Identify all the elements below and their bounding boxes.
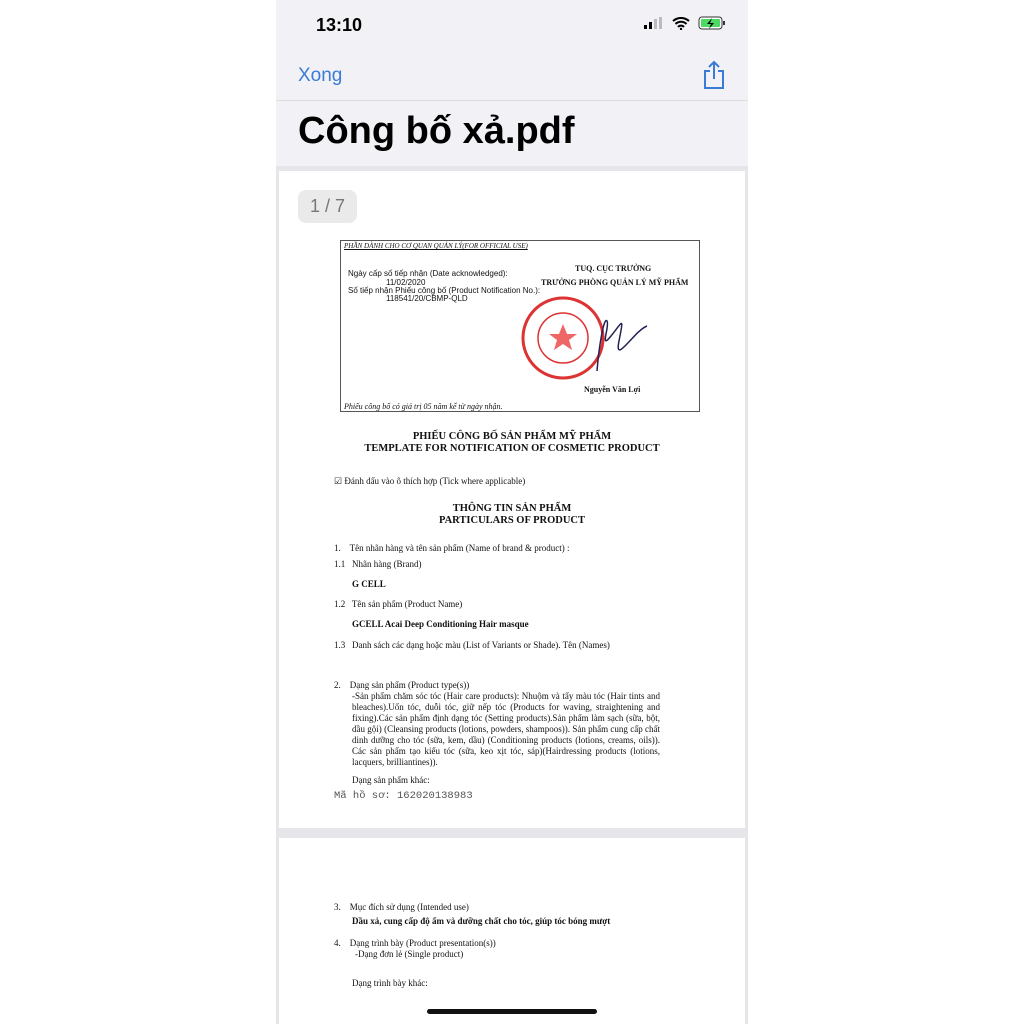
presentation-value: -Dạng đơn lẻ (Single product) <box>355 949 464 959</box>
date-label: Ngày cấp số tiếp nhận (Date acknowledged): <box>348 269 508 278</box>
other-presentation-label: Dạng trình bày khác: <box>352 978 428 988</box>
signer-title-1: TUQ. CỤC TRƯỞNG <box>575 264 652 273</box>
document-title: Công bố xả.pdf <box>298 110 575 152</box>
item-4: 4. Dạng trình bày (Product presentation(s)) <box>334 938 496 948</box>
home-indicator[interactable] <box>427 1009 597 1014</box>
done-button[interactable]: Xong <box>298 65 343 86</box>
tick-note: ☑ Đánh dấu vào ô thích hợp (Tick where applicable) <box>334 476 526 486</box>
share-icon[interactable] <box>702 60 726 90</box>
file-number: Mã hồ sơ: 162020138983 <box>334 790 473 802</box>
wifi-icon <box>672 17 690 30</box>
official-header: PHẦN DÀNH CHO CƠ QUAN QUẢN LÝ(FOR OFFICIAL USE) <box>344 242 528 250</box>
validity-note: Phiếu công bố có giá trị 05 năm kể từ ngày nhận. <box>344 402 503 411</box>
date-value: 11/02/2020 <box>386 278 426 287</box>
clock: 13:10 <box>316 15 363 35</box>
item-2: 2. Dạng sản phẩm (Product type(s)) <box>334 680 470 690</box>
other-type-label: Dạng sản phẩm khác: <box>352 775 430 785</box>
page-counter: 1 / 7 <box>298 190 357 223</box>
cellular-signal-icon <box>644 17 664 29</box>
official-stamp-and-signature <box>519 296 649 381</box>
signer-name: Nguyễn Văn Lợi <box>584 385 641 394</box>
pdf-page-2 <box>279 838 745 1024</box>
status-bar <box>276 0 748 50</box>
signer-title-2: TRƯỞNG PHÒNG QUẢN LÝ MỸ PHẨM <box>541 278 689 287</box>
item-1-3: 1.3 Danh sách các dạng hoặc màu (List of Variants or Shade). Tên (Names) <box>334 640 610 650</box>
doc-title-vn: PHIẾU CÔNG BỐ SẢN PHẨM MỸ PHẨM <box>412 431 612 442</box>
notification-no: 118541/20/CBMP-QLD <box>386 294 468 303</box>
pdf-viewer-screen <box>276 0 748 1024</box>
item-2-text: -Sản phẩm chăm sóc tóc (Hair care products): Nhuộm và tẩy màu tóc (Hair tints and bleaches).Uốn tóc, duỗi tóc, giữ nếp tóc (Products for waving, straightening and fixing).Các sản phẩm định dạng tóc (Setting products).Sản phẩm làm sạch (sữa, bột, dầu gội) (Cleansing products (lotions, powders, shampoos)). Sản phẩm cung cấp chất dinh dưỡng cho tóc (sữa, kem, dầu) (Conditioning products (lotions, creams, oils)). Các sản phẩm tạo kiểu tóc (sữa, keo xịt tóc, sáp)(Hairdressing products (lotions, lacquers, brilliantines)). <box>352 691 660 767</box>
pdf-page-1 <box>279 171 745 828</box>
item-1-2: 1.2 Tên sản phẩm (Product Name) <box>334 599 463 609</box>
product-name: GCELL Acai Deep Conditioning Hair masque <box>352 619 529 629</box>
item-3: 3. Mục đích sử dụng (Intended use) <box>334 902 469 912</box>
section-title-en: PARTICULARS OF PRODUCT <box>438 515 586 526</box>
section-title-vn: THÔNG TIN SẢN PHẨM <box>452 503 572 514</box>
pdf-pages[interactable] <box>276 166 748 1024</box>
doc-title-en: TEMPLATE FOR NOTIFICATION OF COSMETIC PRODUCT <box>364 443 660 454</box>
intended-use: Dầu xả, cung cấp độ ẩm và dưỡng chất cho tóc, giúp tóc bóng mượt <box>352 916 611 926</box>
official-use-box <box>340 240 700 412</box>
brand-value: G CELL <box>352 579 386 589</box>
nav-bar <box>276 55 748 101</box>
battery-charging-icon <box>698 16 726 30</box>
item-1-1: 1.1 Nhãn hàng (Brand) <box>334 559 422 569</box>
item-1: 1. Tên nhãn hàng và tên sản phẩm (Name of brand & product) : <box>334 543 570 553</box>
notification-no-label: Số tiếp nhận Phiếu công bố (Product Notification No.): <box>348 286 541 295</box>
